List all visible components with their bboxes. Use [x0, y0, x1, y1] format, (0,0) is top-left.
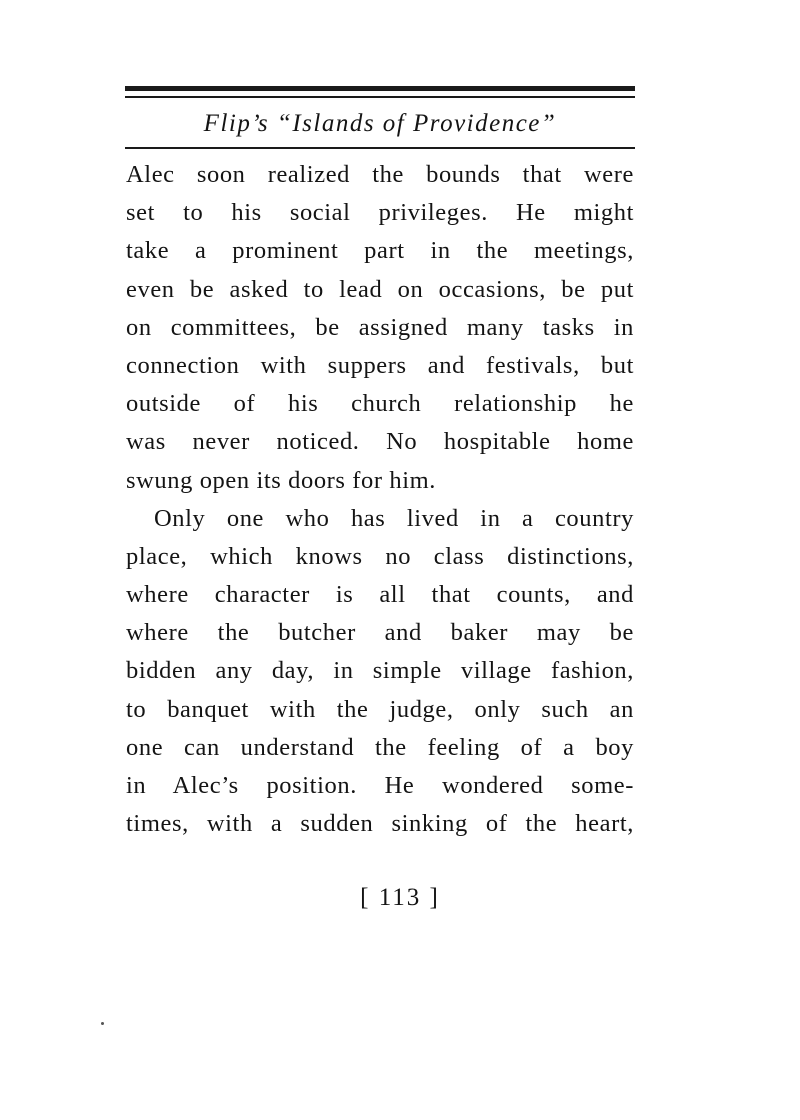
text-line: Alec soon realized the bounds that were	[126, 161, 634, 188]
text-line: where the butcher and baker may be	[126, 619, 634, 647]
page-number: [ 113 ]	[360, 884, 440, 911]
text-line: outside of his church relationship he	[126, 390, 634, 418]
header-rule-bottom	[125, 147, 635, 149]
body-text	[126, 156, 634, 843]
paper-speck	[101, 1022, 104, 1025]
text-line: where character is all that counts, and	[126, 581, 634, 609]
text-line: was never noticed. No hospitable home	[126, 428, 634, 456]
text-line: take a prominent part in the meetings,	[126, 237, 634, 265]
text-line: bidden any day, in simple village fashion,	[126, 657, 634, 685]
text-line: on committees, be assigned many tasks in	[126, 313, 634, 341]
text-line: swung open its doors for him.	[126, 466, 437, 494]
text-line: to banquet with the judge, only such an	[126, 695, 634, 723]
header-rule-thin	[125, 96, 635, 98]
text-line: set to his social privileges. He might	[126, 199, 634, 227]
text-line: in Alec’s position. He wondered some-	[126, 772, 634, 799]
text-line: one can understand the feeling of a boy	[126, 733, 634, 761]
header-rule-thick	[125, 86, 635, 91]
text-line: connection with suppers and festivals, but	[126, 351, 634, 379]
text-line-indented: Only one who has lived in a country	[154, 504, 634, 532]
text-line: place, which knows no class distinctions,	[126, 542, 634, 570]
running-title: Flip’s “Islands of Providence”	[203, 110, 557, 137]
text-line: times, with a sudden sinking of the heart,	[126, 810, 634, 838]
text-line: even be asked to lead on occasions, be put	[126, 275, 634, 303]
